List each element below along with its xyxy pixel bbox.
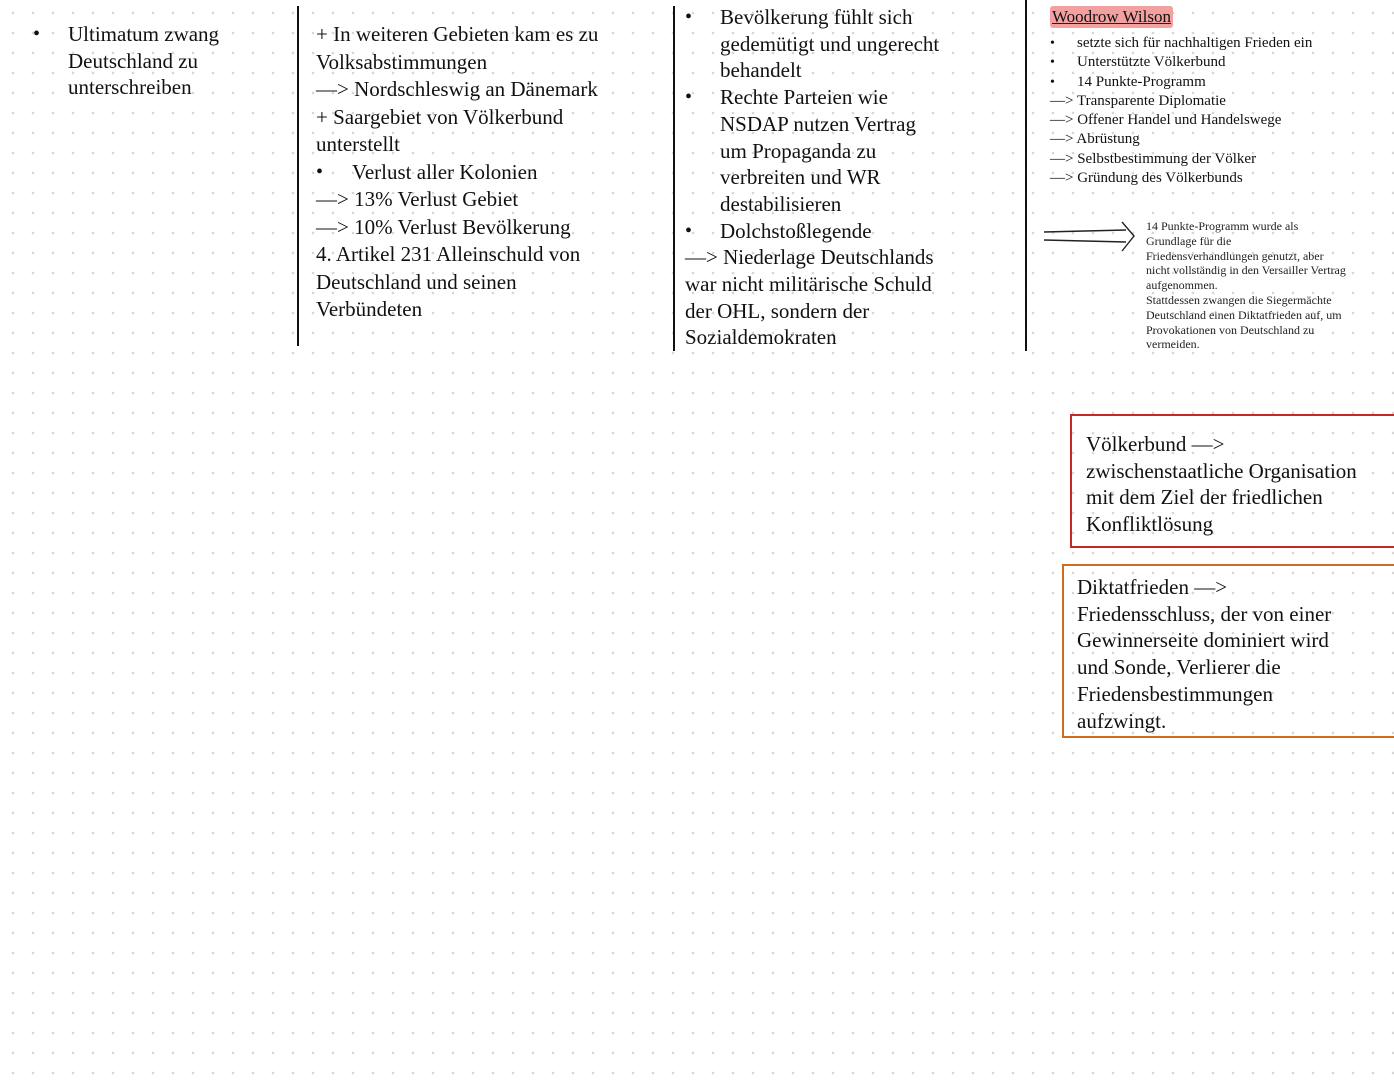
column-divider [673, 6, 675, 351]
text-line: —> 13% Verlust Gebiet [316, 187, 519, 211]
bullet-dot: • [1050, 74, 1055, 90]
column-versailles-signing [33, 21, 273, 101]
point-line: —> Selbstbestimmung der Völker [1050, 150, 1257, 167]
bullet-population [685, 4, 1015, 84]
text-line: setzte sich für nachhaltigen Frieden ein [1077, 35, 1313, 51]
wilson-conclusion-note [1146, 219, 1391, 352]
text-line: Dolchstoßlegende [720, 218, 872, 243]
bullet-wilson [1050, 53, 1390, 72]
text-line: —> Nordschleswig an Dänemark [316, 77, 598, 101]
text-line: + Saargebiet von Völkerbund [316, 104, 564, 129]
definition-line: aufzwingt. [1077, 708, 1167, 733]
note-line: vermeiden. [1146, 337, 1200, 352]
text-line: + In weiteren Gebieten kam es zu [316, 22, 599, 46]
text-line: destabilisieren [720, 191, 842, 216]
text-line: war nicht militärische Schuld [685, 272, 932, 297]
definition-line: Konfliktlösung [1086, 512, 1214, 537]
text-line: verbreiten und WR [720, 165, 881, 190]
bullet-dot: • [685, 6, 693, 28]
bullet-dolchstoss [685, 218, 1015, 245]
point-line: —> Transparente Diplomatie [1050, 92, 1226, 109]
definition-line: Diktatfrieden —> [1077, 575, 1228, 599]
text-line: Volksabstimmungen [316, 49, 488, 74]
definition-line: und Sonde, Verlierer die [1077, 655, 1281, 680]
bullet-wilson [1050, 73, 1390, 92]
point-line: —> Offener Handel und Handelswege [1050, 112, 1282, 129]
note-line: Provokationen von Deutschland zu [1146, 322, 1315, 337]
column-territorial-losses [316, 21, 666, 324]
note-line: Stattdessen zwangen die Siegermächte [1146, 292, 1332, 307]
text-line: um Propaganda zu [720, 138, 877, 163]
double-arrow-icon [1042, 220, 1138, 254]
text-line: Unterstützte Völkerbund [1077, 54, 1226, 71]
definition-line: Friedensbestimmungen [1077, 681, 1273, 706]
definition-line: Friedensschluss, der von einer [1077, 601, 1332, 626]
bullet-dot: • [1050, 55, 1055, 71]
text-line: behandelt [720, 58, 802, 83]
definition-line: mit dem Ziel der friedlichen [1086, 485, 1323, 510]
text-line: Verlust aller Kolonien [352, 159, 538, 184]
bullet-dot: • [1050, 36, 1055, 51]
text-line: Bevölkerung fühlt sich [720, 5, 913, 29]
bullet-ultimatum [33, 21, 273, 101]
bullet-dot: • [685, 86, 693, 109]
bullet-right-parties [685, 84, 1015, 218]
bullet-dot: • [33, 23, 41, 45]
bullet-colonies [316, 159, 666, 187]
note-line: 14 Punkte-Programm wurde als [1146, 219, 1299, 233]
column-divider [1025, 0, 1027, 351]
definition-line: zwischenstaatliche Organisation [1086, 458, 1357, 483]
definition-line: Völkerbund —> [1086, 432, 1225, 456]
note-line: Deutschland einen Diktatfrieden auf, um [1146, 307, 1342, 322]
definition-line: Gewinnerseite dominiert wird [1077, 628, 1329, 653]
text-line: Ultimatum zwang [68, 22, 220, 46]
bullet-dot: • [685, 219, 693, 242]
column-consequences [685, 4, 1015, 351]
note-line: Friedensverhandlungen genutzt, aber [1146, 248, 1324, 263]
text-line: —> 10% Verlust Bevölkerung [316, 214, 571, 239]
definition-box-diktatfrieden [1062, 564, 1394, 738]
point-line: —> Gründung des Völkerbunds [1050, 170, 1243, 187]
note-line: nicht vollständig in den Versailler Vertrag [1146, 263, 1346, 278]
column-divider [297, 6, 299, 346]
text-line: unterschreiben [68, 75, 192, 100]
text-line: Deutschland und seinen [316, 269, 517, 294]
text-line: der OHL, sondern der [685, 298, 870, 323]
column-woodrow-wilson [1050, 6, 1390, 188]
bullet-dot: • [316, 160, 324, 183]
section-title-highlighted: Woodrow Wilson [1052, 7, 1171, 26]
note-line: Grundlage für die [1146, 233, 1232, 248]
text-line: 4. Artikel 231 Alleinschuld von [316, 242, 581, 266]
text-line: NSDAP nutzen Vertrag [720, 111, 916, 136]
text-line: unterstellt [316, 132, 400, 156]
text-line: Deutschland zu [68, 48, 199, 73]
text-line: 14 Punkte-Programm [1077, 73, 1206, 90]
text-line: —> Niederlage Deutschlands [685, 245, 934, 270]
bullet-wilson [1050, 34, 1390, 53]
point-line: —> Abrüstung [1050, 131, 1140, 148]
text-line: Rechte Parteien wie [720, 85, 888, 110]
note-line: aufgenommen. [1146, 278, 1218, 293]
text-line: Sozialdemokraten [685, 325, 837, 350]
text-line: Verbündeten [316, 297, 423, 321]
text-line: gedemütigt und ungerecht [720, 31, 940, 56]
definition-box-voelkerbund [1070, 414, 1394, 548]
